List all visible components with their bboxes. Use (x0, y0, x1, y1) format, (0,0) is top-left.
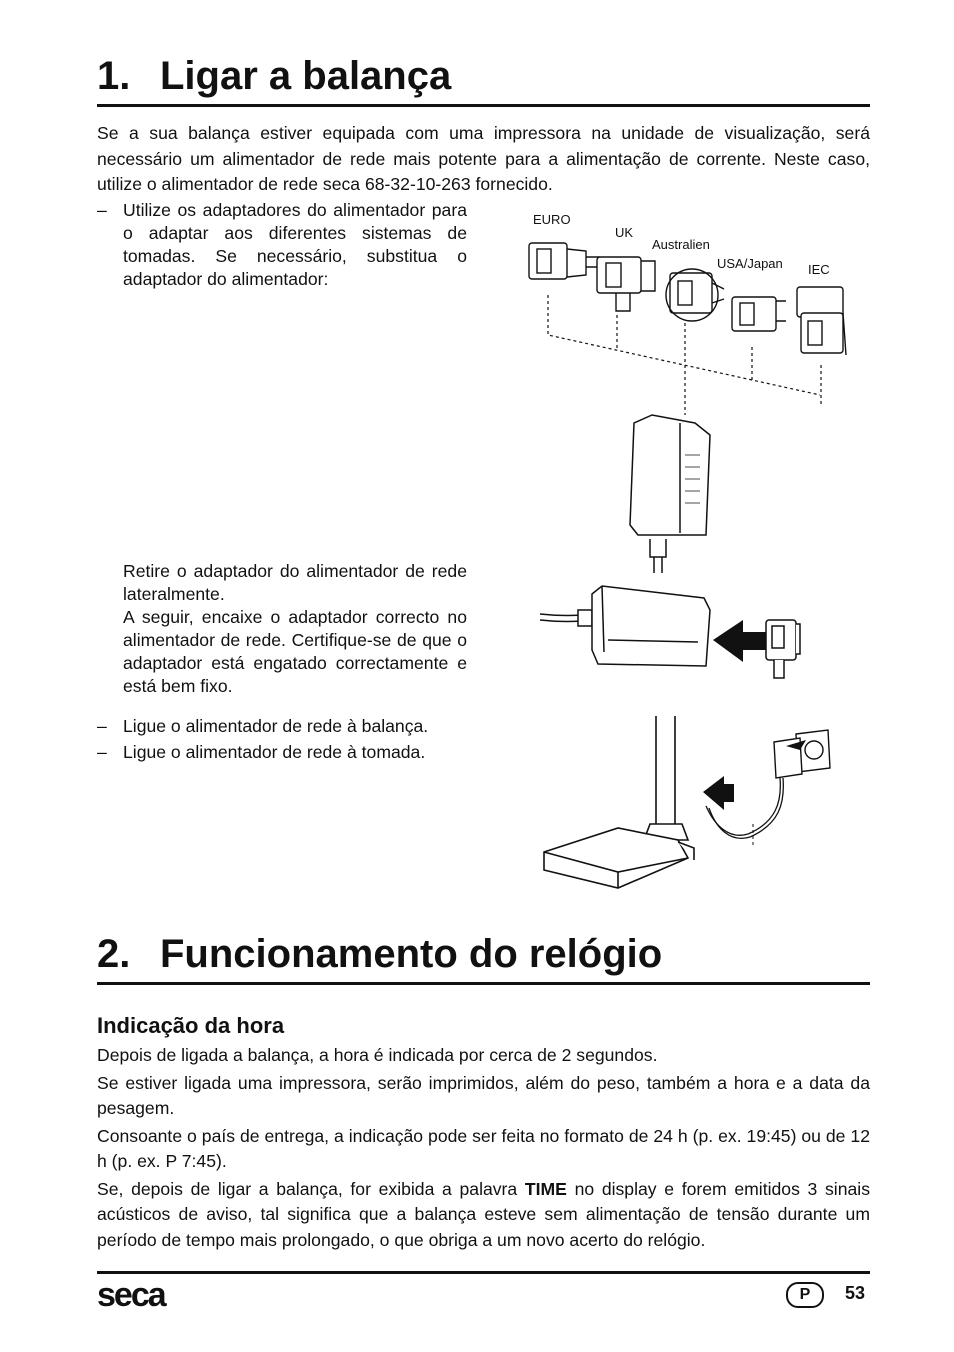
label-iec: IEC (808, 262, 830, 277)
paragraph-1: Depois de ligada a balança, a hora é indicada por cerca de 2 segundos. (97, 1045, 658, 1065)
scale-connection-figure (538, 712, 838, 897)
label-euro: EURO (533, 212, 571, 227)
paragraph-4: Se, depois de ligar a balança, for exibida a palavra TIME no display e forem emitidos 3 sinais acústicos de aviso, tal significa que a balança esteve sem alimentação de tensão durante um período de tempo mais prolongado, o que obriga a um novo acerto do relógio. (97, 1178, 870, 1250)
section-1-number: 1. (97, 54, 131, 98)
bullet-adapt-text: Utilize os adaptadores do alimentador para o adaptar aos diferentes sistemas de tomadas. Se necessário, substitua o adaptador do alimentador: (123, 200, 467, 289)
insert-adapter-figure (538, 580, 808, 695)
dash-marker: – (97, 742, 107, 762)
adapters-figure (520, 205, 860, 575)
fit-adapter-paragraph: A seguir, encaixe o adaptador correcto no alimentador de rede. Certifique-se de que o adaptador está engatado correctamente e está bem fixo. (123, 607, 467, 696)
list-item (97, 741, 477, 764)
brand-logo: seca (97, 1276, 165, 1314)
language-badge: P (786, 1282, 824, 1308)
list-item (97, 715, 477, 738)
section-2-number: 2. (97, 932, 131, 976)
footer-rule (97, 1271, 870, 1274)
paragraph-2: Se estiver ligada uma impressora, serão imprimidos, além do peso, também a hora e a data da pesagem. (97, 1072, 870, 1118)
section-1-intro: Se a sua balança estiver equipada com uma impressora na unidade de visualização, será necessário um alimentador de rede mais potente para a alimentação de corrente. Neste caso, utilize o alimentador de rede seca 68-32-10-263 fornecido. (97, 123, 870, 194)
section-1-title: Ligar a balança (160, 54, 452, 98)
bullet-connect-scale: Ligue o alimentador de rede à balança. (123, 716, 429, 736)
time-keyword: TIME (524, 1178, 567, 1199)
subsection-heading: Indicação da hora (97, 1013, 285, 1038)
section-2-rule (97, 982, 870, 985)
instructions-column (97, 199, 467, 291)
dash-marker: – (97, 200, 107, 220)
remove-adapter-paragraph: Retire o adaptador do alimentador de rede lateralmente. (123, 561, 467, 604)
section-2-body (97, 1043, 870, 1253)
bullet-connect-socket: Ligue o alimentador de rede à tomada. (123, 742, 426, 762)
page-number: 53 (845, 1283, 866, 1303)
section-1-heading (97, 54, 451, 98)
paragraph-3: Consoante o país de entrega, a indicação pode ser feita no formato de 24 h (p. ex. 19:45) ou de 12 h (p. ex. P 7:45). (97, 1125, 870, 1171)
dash-marker: – (97, 716, 107, 736)
label-uk: UK (615, 225, 634, 240)
label-usa-japan: USA/Japan (717, 256, 783, 271)
label-australien: Australien (652, 237, 710, 252)
section-2-heading (97, 932, 662, 976)
section-1-rule (97, 104, 870, 107)
list-item (97, 199, 467, 291)
connect-list (97, 715, 477, 764)
section-2-title: Funcionamento do relógio (160, 932, 663, 976)
adapter-change-text (97, 560, 467, 698)
